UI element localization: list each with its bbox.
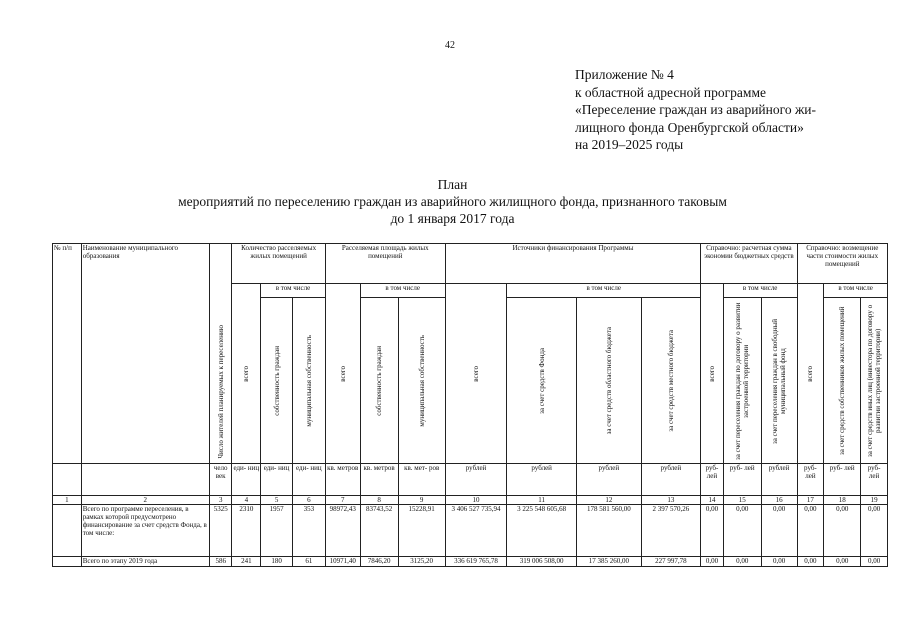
cell: 3125,20 bbox=[398, 557, 445, 567]
save-free-text: за счет переселения граждан в свободный муниципальный фонд bbox=[771, 317, 788, 444]
src-regional bbox=[577, 298, 642, 464]
cell: 241 bbox=[232, 557, 261, 567]
cell: 353 bbox=[292, 505, 325, 557]
save-dev-text: за счет переселения граждан по договору о развитии застроенной территории bbox=[734, 301, 751, 460]
save-dev bbox=[723, 298, 761, 464]
src-fund-text: за счет средств Фонда bbox=[537, 347, 546, 414]
unit-cell: кв. метров bbox=[360, 464, 398, 496]
cell: 10971,40 bbox=[325, 557, 360, 567]
reimb-others bbox=[861, 298, 888, 464]
col-number: 17 bbox=[797, 496, 824, 505]
col-number: 18 bbox=[824, 496, 861, 505]
src-regional-text: за счет средств областного бюджета bbox=[604, 326, 613, 435]
cell: 15228,91 bbox=[398, 505, 445, 557]
cell: 3 406 527 735,94 bbox=[445, 505, 507, 557]
unit-cell: руб- лей bbox=[701, 464, 724, 496]
unit-cell bbox=[81, 464, 209, 496]
plan-line-2: до 1 января 2017 года bbox=[390, 211, 515, 226]
header-qty: Количество расселяемых жилых помещений bbox=[232, 244, 325, 284]
reimb-total-text: всего bbox=[806, 365, 815, 382]
units-row bbox=[53, 464, 888, 496]
col-number: 12 bbox=[577, 496, 642, 505]
unit-cell: кв. метров bbox=[325, 464, 360, 496]
col-number: 4 bbox=[232, 496, 261, 505]
cell: 3 225 548 605,68 bbox=[507, 505, 577, 557]
plan-line-1: мероприятий по переселению граждан из аварийного жилищного фонда, признанного таковым bbox=[178, 194, 727, 209]
cell: 98972,43 bbox=[325, 505, 360, 557]
col-number: 11 bbox=[507, 496, 577, 505]
area-incl: в том числе bbox=[360, 284, 445, 298]
cell: 0,00 bbox=[797, 505, 824, 557]
unit-cell: рублей bbox=[761, 464, 797, 496]
unit-cell: чело век bbox=[209, 464, 232, 496]
savings-total bbox=[701, 284, 724, 464]
src-local-text: за счет средств местного бюджета bbox=[666, 329, 675, 432]
cell: 17 385 260,00 bbox=[577, 557, 642, 567]
header-area: Расселяемая площадь жилых помещений bbox=[325, 244, 445, 284]
save-free bbox=[761, 298, 797, 464]
qty-citizen-text: собственность граждан bbox=[272, 345, 281, 416]
cell: 0,00 bbox=[723, 505, 761, 557]
header-num: № п/п bbox=[53, 244, 82, 464]
cell: 0,00 bbox=[701, 557, 724, 567]
savings-incl: в том числе bbox=[723, 284, 797, 298]
qty-municipal-text: муниципальная собственность bbox=[304, 334, 313, 427]
page-number: 42 bbox=[445, 40, 455, 51]
cell: 586 bbox=[209, 557, 232, 567]
header-name: Наименование муниципального образования bbox=[81, 244, 209, 464]
cell: 178 581 560,00 bbox=[577, 505, 642, 557]
cell: 0,00 bbox=[824, 557, 861, 567]
col-number: 2 bbox=[81, 496, 209, 505]
col-number: 8 bbox=[360, 496, 398, 505]
cell: 5325 bbox=[209, 505, 232, 557]
qty-total-text: всего bbox=[242, 365, 251, 382]
table-row bbox=[53, 505, 888, 557]
unit-cell: рублей bbox=[507, 464, 577, 496]
col-number-row bbox=[53, 496, 888, 505]
table-row bbox=[53, 557, 888, 567]
row-num bbox=[53, 557, 82, 567]
header-savings: Справочно: расчетная сумма экономии бюджетных средств bbox=[701, 244, 797, 284]
src-fund bbox=[507, 298, 577, 464]
row-name: Всего по этапу 2019 года bbox=[81, 557, 209, 567]
unit-cell: еди- ниц bbox=[261, 464, 293, 496]
cell: 61 bbox=[292, 557, 325, 567]
appendix-line: Приложение № 4 bbox=[575, 67, 674, 82]
unit-cell: рублей bbox=[577, 464, 642, 496]
cell: 83743,52 bbox=[360, 505, 398, 557]
cell: 1957 bbox=[261, 505, 293, 557]
cell: 0,00 bbox=[761, 557, 797, 567]
area-citizen-text: собственность граждан bbox=[375, 345, 384, 416]
unit-cell: руб- лей bbox=[861, 464, 888, 496]
reimb-incl: в том числе bbox=[824, 284, 888, 298]
qty-municipal bbox=[292, 298, 325, 464]
reimb-owners-text: за счет средств собственников жилых помещений bbox=[838, 306, 847, 455]
appendix-line: к областной адресной программе bbox=[575, 84, 766, 100]
reimb-total bbox=[797, 284, 824, 464]
col-number: 3 bbox=[209, 496, 232, 505]
cell: 2310 bbox=[232, 505, 261, 557]
sources-incl: в том числе bbox=[507, 284, 701, 298]
unit-cell: рублей bbox=[445, 464, 507, 496]
cell: 0,00 bbox=[824, 505, 861, 557]
header-residents-text: Число жителей планируемых к переселению bbox=[216, 325, 225, 459]
unit-cell: руб- лей bbox=[723, 464, 761, 496]
cell: 2 397 570,26 bbox=[641, 505, 701, 557]
area-total-text: всего bbox=[338, 365, 347, 382]
unit-cell: рублей bbox=[641, 464, 701, 496]
cell: 0,00 bbox=[797, 557, 824, 567]
header-residents bbox=[209, 244, 232, 464]
plan-title: План bbox=[437, 177, 468, 192]
unit-cell: еди- ниц bbox=[292, 464, 325, 496]
cell: 0,00 bbox=[861, 505, 888, 557]
cell: 7846,20 bbox=[360, 557, 398, 567]
col-number: 19 bbox=[861, 496, 888, 505]
col-number: 6 bbox=[292, 496, 325, 505]
col-number: 15 bbox=[723, 496, 761, 505]
col-number: 7 bbox=[325, 496, 360, 505]
appendix-block bbox=[575, 66, 816, 154]
unit-cell: руб- лей bbox=[797, 464, 824, 496]
cell: 336 619 765,78 bbox=[445, 557, 507, 567]
qty-citizen bbox=[261, 298, 293, 464]
cell: 0,00 bbox=[861, 557, 888, 567]
col-number: 9 bbox=[398, 496, 445, 505]
cell: 319 006 508,00 bbox=[507, 557, 577, 567]
col-number: 13 bbox=[641, 496, 701, 505]
qty-incl: в том числе bbox=[261, 284, 326, 298]
qty-total bbox=[232, 284, 261, 464]
area-municipal bbox=[398, 298, 445, 464]
unit-cell: кв. мет- ров bbox=[398, 464, 445, 496]
col-number: 5 bbox=[261, 496, 293, 505]
appendix-line: «Переселение граждан из аварийного жи- bbox=[575, 102, 816, 117]
unit-cell bbox=[53, 464, 82, 496]
savings-total-text: всего bbox=[707, 365, 716, 382]
cell: 0,00 bbox=[723, 557, 761, 567]
area-total bbox=[325, 284, 360, 464]
src-local bbox=[641, 298, 701, 464]
row-num bbox=[53, 505, 82, 557]
header-reimb: Справочно: возмещение части стоимости жилых помещений bbox=[797, 244, 887, 284]
reimb-owners bbox=[824, 298, 861, 464]
plan-heading bbox=[0, 176, 905, 227]
cell: 0,00 bbox=[761, 505, 797, 557]
sources-total bbox=[445, 284, 507, 464]
col-number: 16 bbox=[761, 496, 797, 505]
cell: 227 997,78 bbox=[641, 557, 701, 567]
reimb-others-text: за счет средств иных лиц (инвестора по договору о развитии застроенной территории) bbox=[866, 304, 883, 457]
appendix-line: на 2019–2025 годы bbox=[575, 137, 684, 152]
cell: 180 bbox=[261, 557, 293, 567]
program-table bbox=[52, 243, 888, 567]
appendix-line: лищного фонда Оренбургской области» bbox=[575, 119, 804, 135]
area-citizen bbox=[360, 298, 398, 464]
unit-cell: руб- лей bbox=[824, 464, 861, 496]
col-number: 14 bbox=[701, 496, 724, 505]
col-number: 10 bbox=[445, 496, 507, 505]
row-name: Всего по программе переселения, в рамках которой предусмотрено финансирование за счет средств Фонда, в том числе: bbox=[81, 505, 209, 557]
col-number: 1 bbox=[53, 496, 82, 505]
header-sources: Источники финансирования Программы bbox=[445, 244, 700, 284]
cell: 0,00 bbox=[701, 505, 724, 557]
sources-total-text: всего bbox=[472, 365, 481, 382]
area-municipal-text: муниципальная собственность bbox=[417, 334, 426, 427]
unit-cell: еди- ниц bbox=[232, 464, 261, 496]
